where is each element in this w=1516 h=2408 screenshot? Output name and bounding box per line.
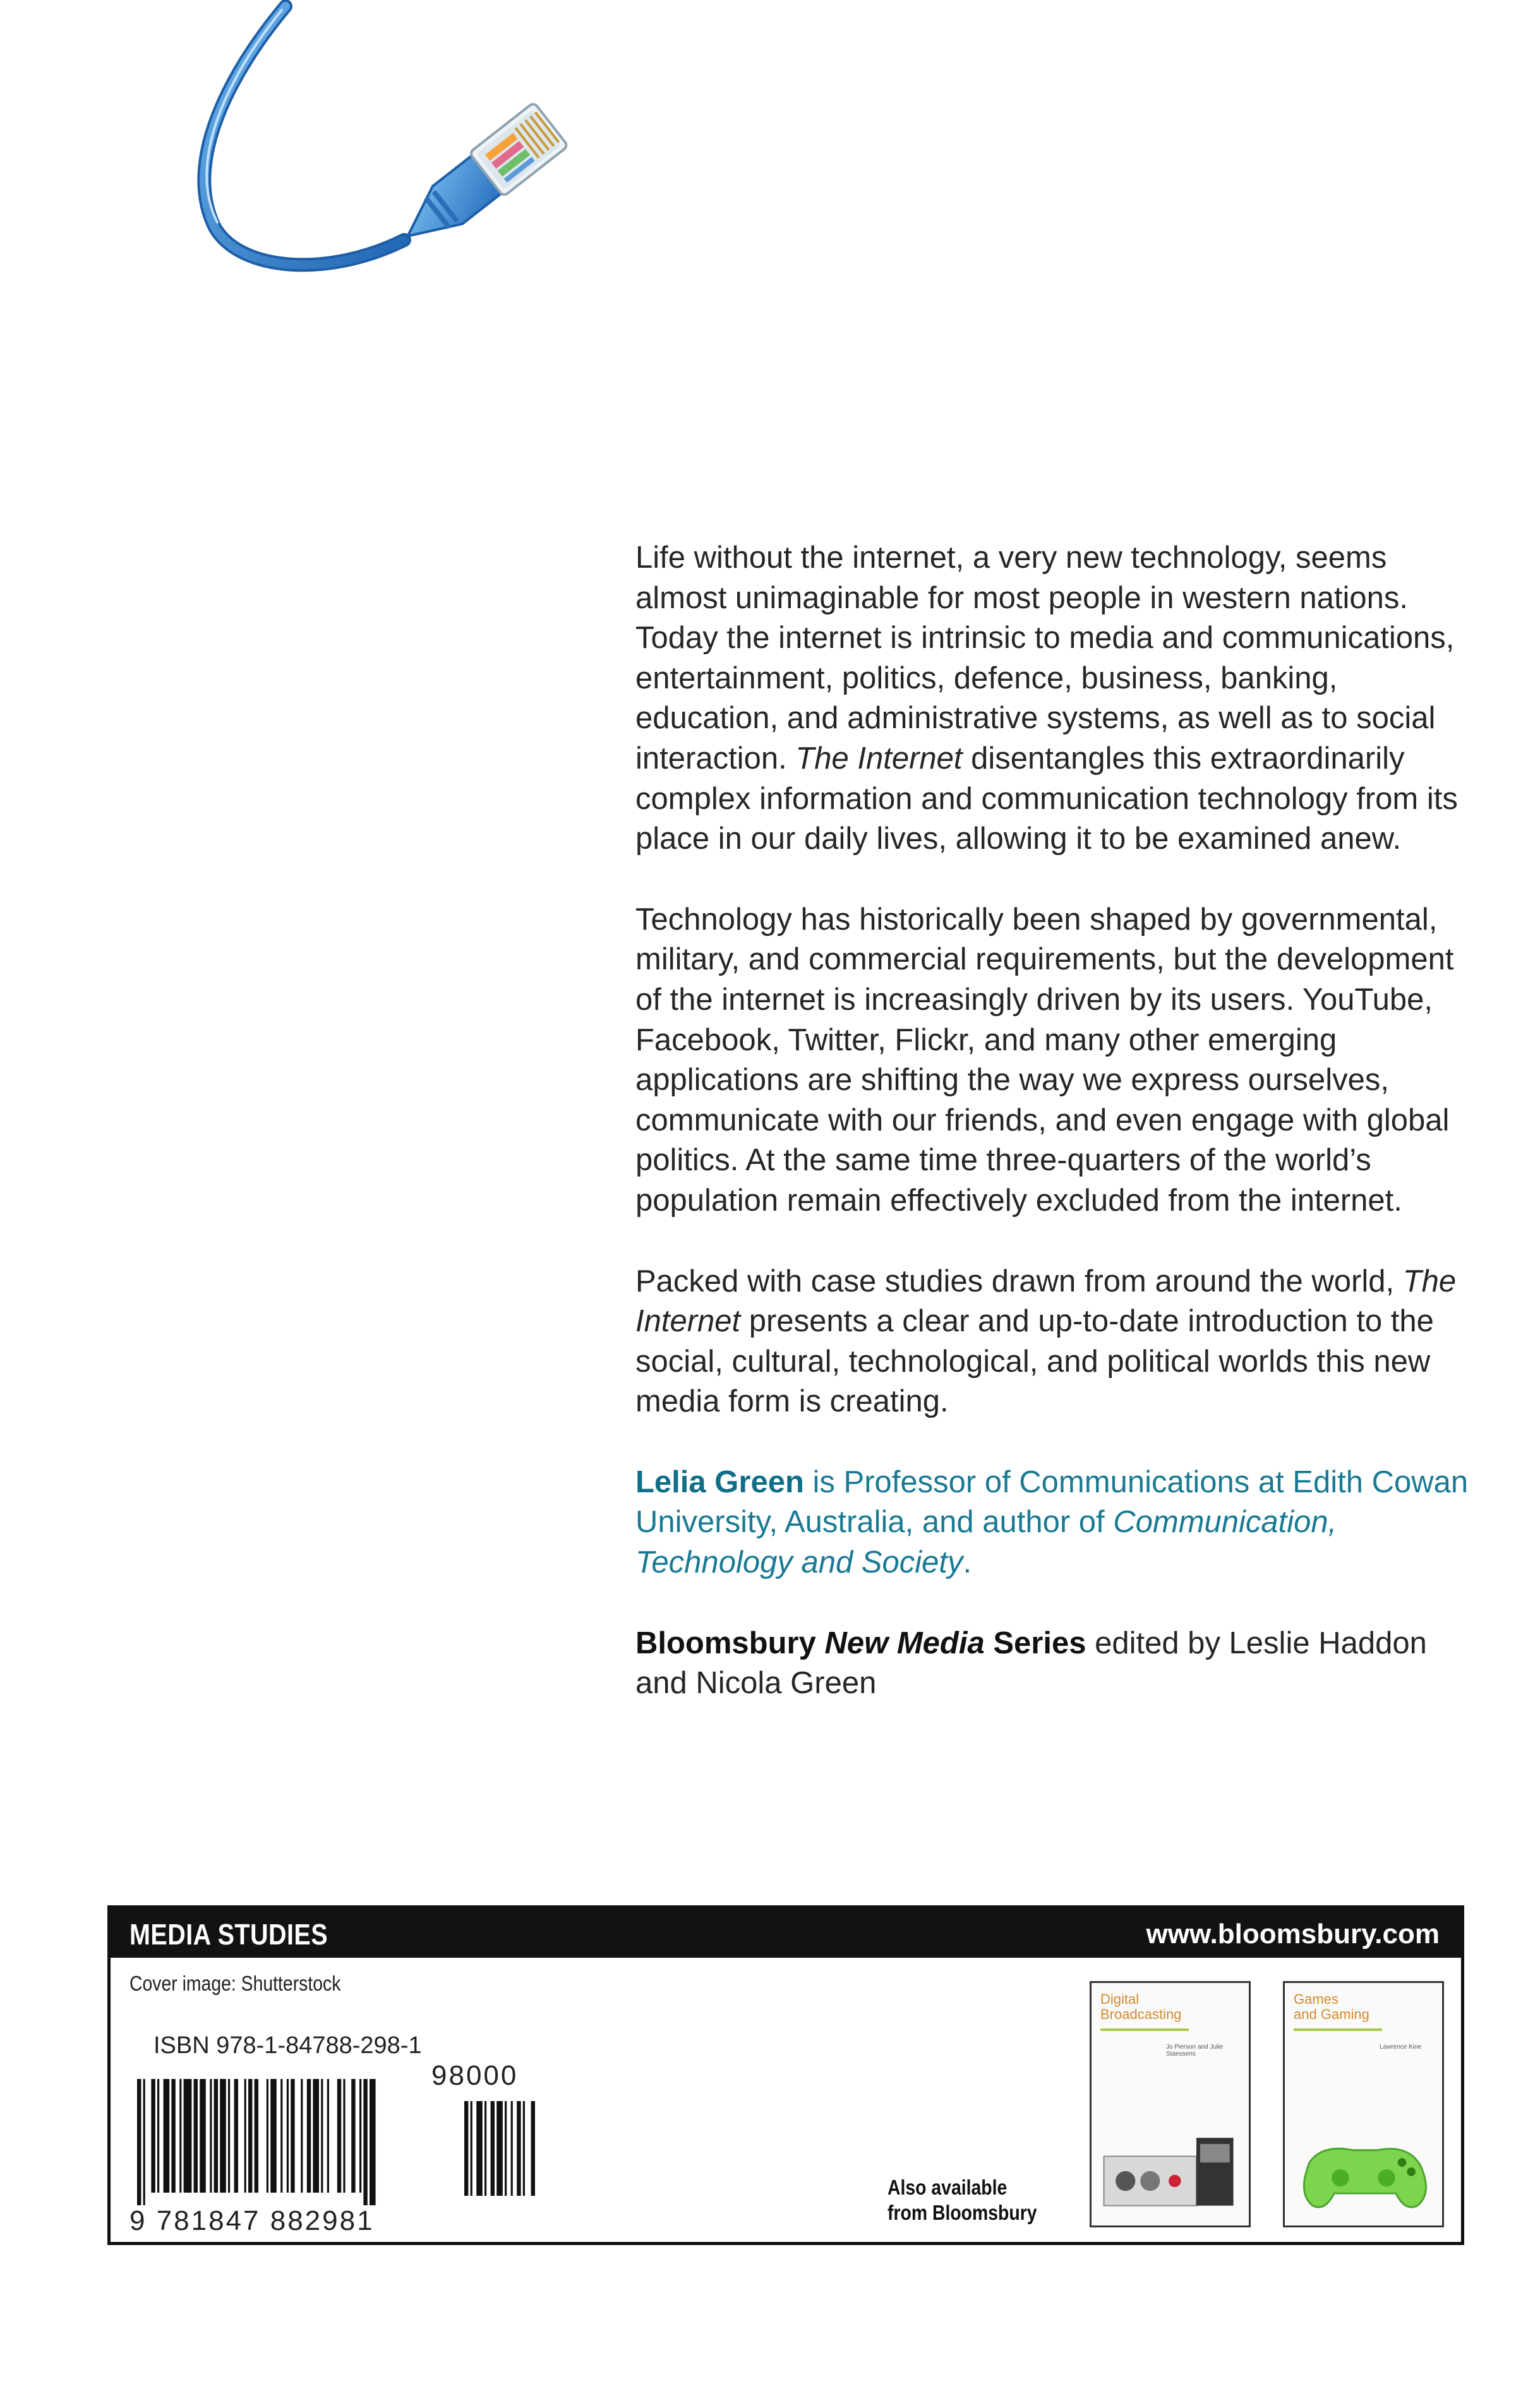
ethernet-cable-icon (0, 0, 632, 328)
thumb-title: Games and Gaming (1294, 1991, 1369, 2022)
thumb-author: Lawrence Kine (1380, 2044, 1422, 2051)
panel-header-bar (111, 1908, 1461, 1958)
thumb-author: Jo Pierson and Julie Staessens (1166, 2044, 1224, 2058)
blurb-paragraph-3: Packed with case studies drawn from around the world, The Internet presents a clear and up-to-date introduction to the social, cultural, technological, and political worlds this new media form is creating. (635, 1264, 1457, 1419)
blurb-paragraph-1: Life without the internet, a very new technology, seems almost unimaginable for most people in western nations. Today the internet is intrinsic to media and communications, entertainment, politics, defence, business, banking, education, and administrative systems, as well as to social interaction. The Internet disentangles this extraordinarily complex information and communication technology from its place in our daily lives, allowing it to be examined anew. (635, 541, 1458, 856)
thumb-rule (1100, 2028, 1189, 2031)
back-cover-blurb (635, 538, 1482, 1704)
author-bio: Lelia Green is Professor of Communications at Edith Cowan University, Australia, and author of Communication, Technology and Society. (635, 1465, 1469, 1580)
price-code: 98000 (431, 2060, 519, 2091)
related-book-games-and-gaming (1283, 1981, 1444, 2227)
thumb-title: Digital Broadcasting (1100, 1991, 1182, 2022)
book-title-italic: The Internet (635, 1264, 1457, 1339)
category-label: MEDIA STUDIES (129, 1918, 328, 1951)
publisher-panel (107, 1905, 1464, 2245)
thumb-rule (1294, 2028, 1382, 2031)
game-controller-icon (1285, 2112, 1442, 2225)
author-book-title: Communication, Technology and Society (635, 1505, 1337, 1580)
publisher-website: www.bloomsbury.com (1146, 1919, 1440, 1950)
related-book-digital-broadcasting (1090, 1981, 1251, 2227)
author-name: Lelia Green (635, 1465, 804, 1499)
cover-image-credit: Cover image: Shutterstock (129, 1972, 341, 1995)
isbn-number: ISBN 978-1-84788-298-1 (153, 2032, 422, 2059)
ean-digits: 9 781847 882981 (129, 2205, 375, 2236)
book-title-italic: The Internet (795, 741, 963, 776)
also-available-label: Also available from Bloomsbury (887, 2176, 1037, 2224)
blurb-paragraph-2: Technology has historically been shaped by governmental, military, and commercial requirements, but the development of the internet is increasingly driven by its users. YouTube, Facebook, Twitter, Flickr, and many other emerging applications are shifting the way we express ourselves, communicate with our friends, and even engage with global politics. At the same time three-quarters of the world’s population remain effectively excluded from the internet. (635, 902, 1454, 1218)
broadcast-equipment-icon (1092, 2112, 1249, 2225)
series-credit: Bloomsbury New Media Series edited by Leslie Haddon and Nicola Green (635, 1626, 1427, 1701)
